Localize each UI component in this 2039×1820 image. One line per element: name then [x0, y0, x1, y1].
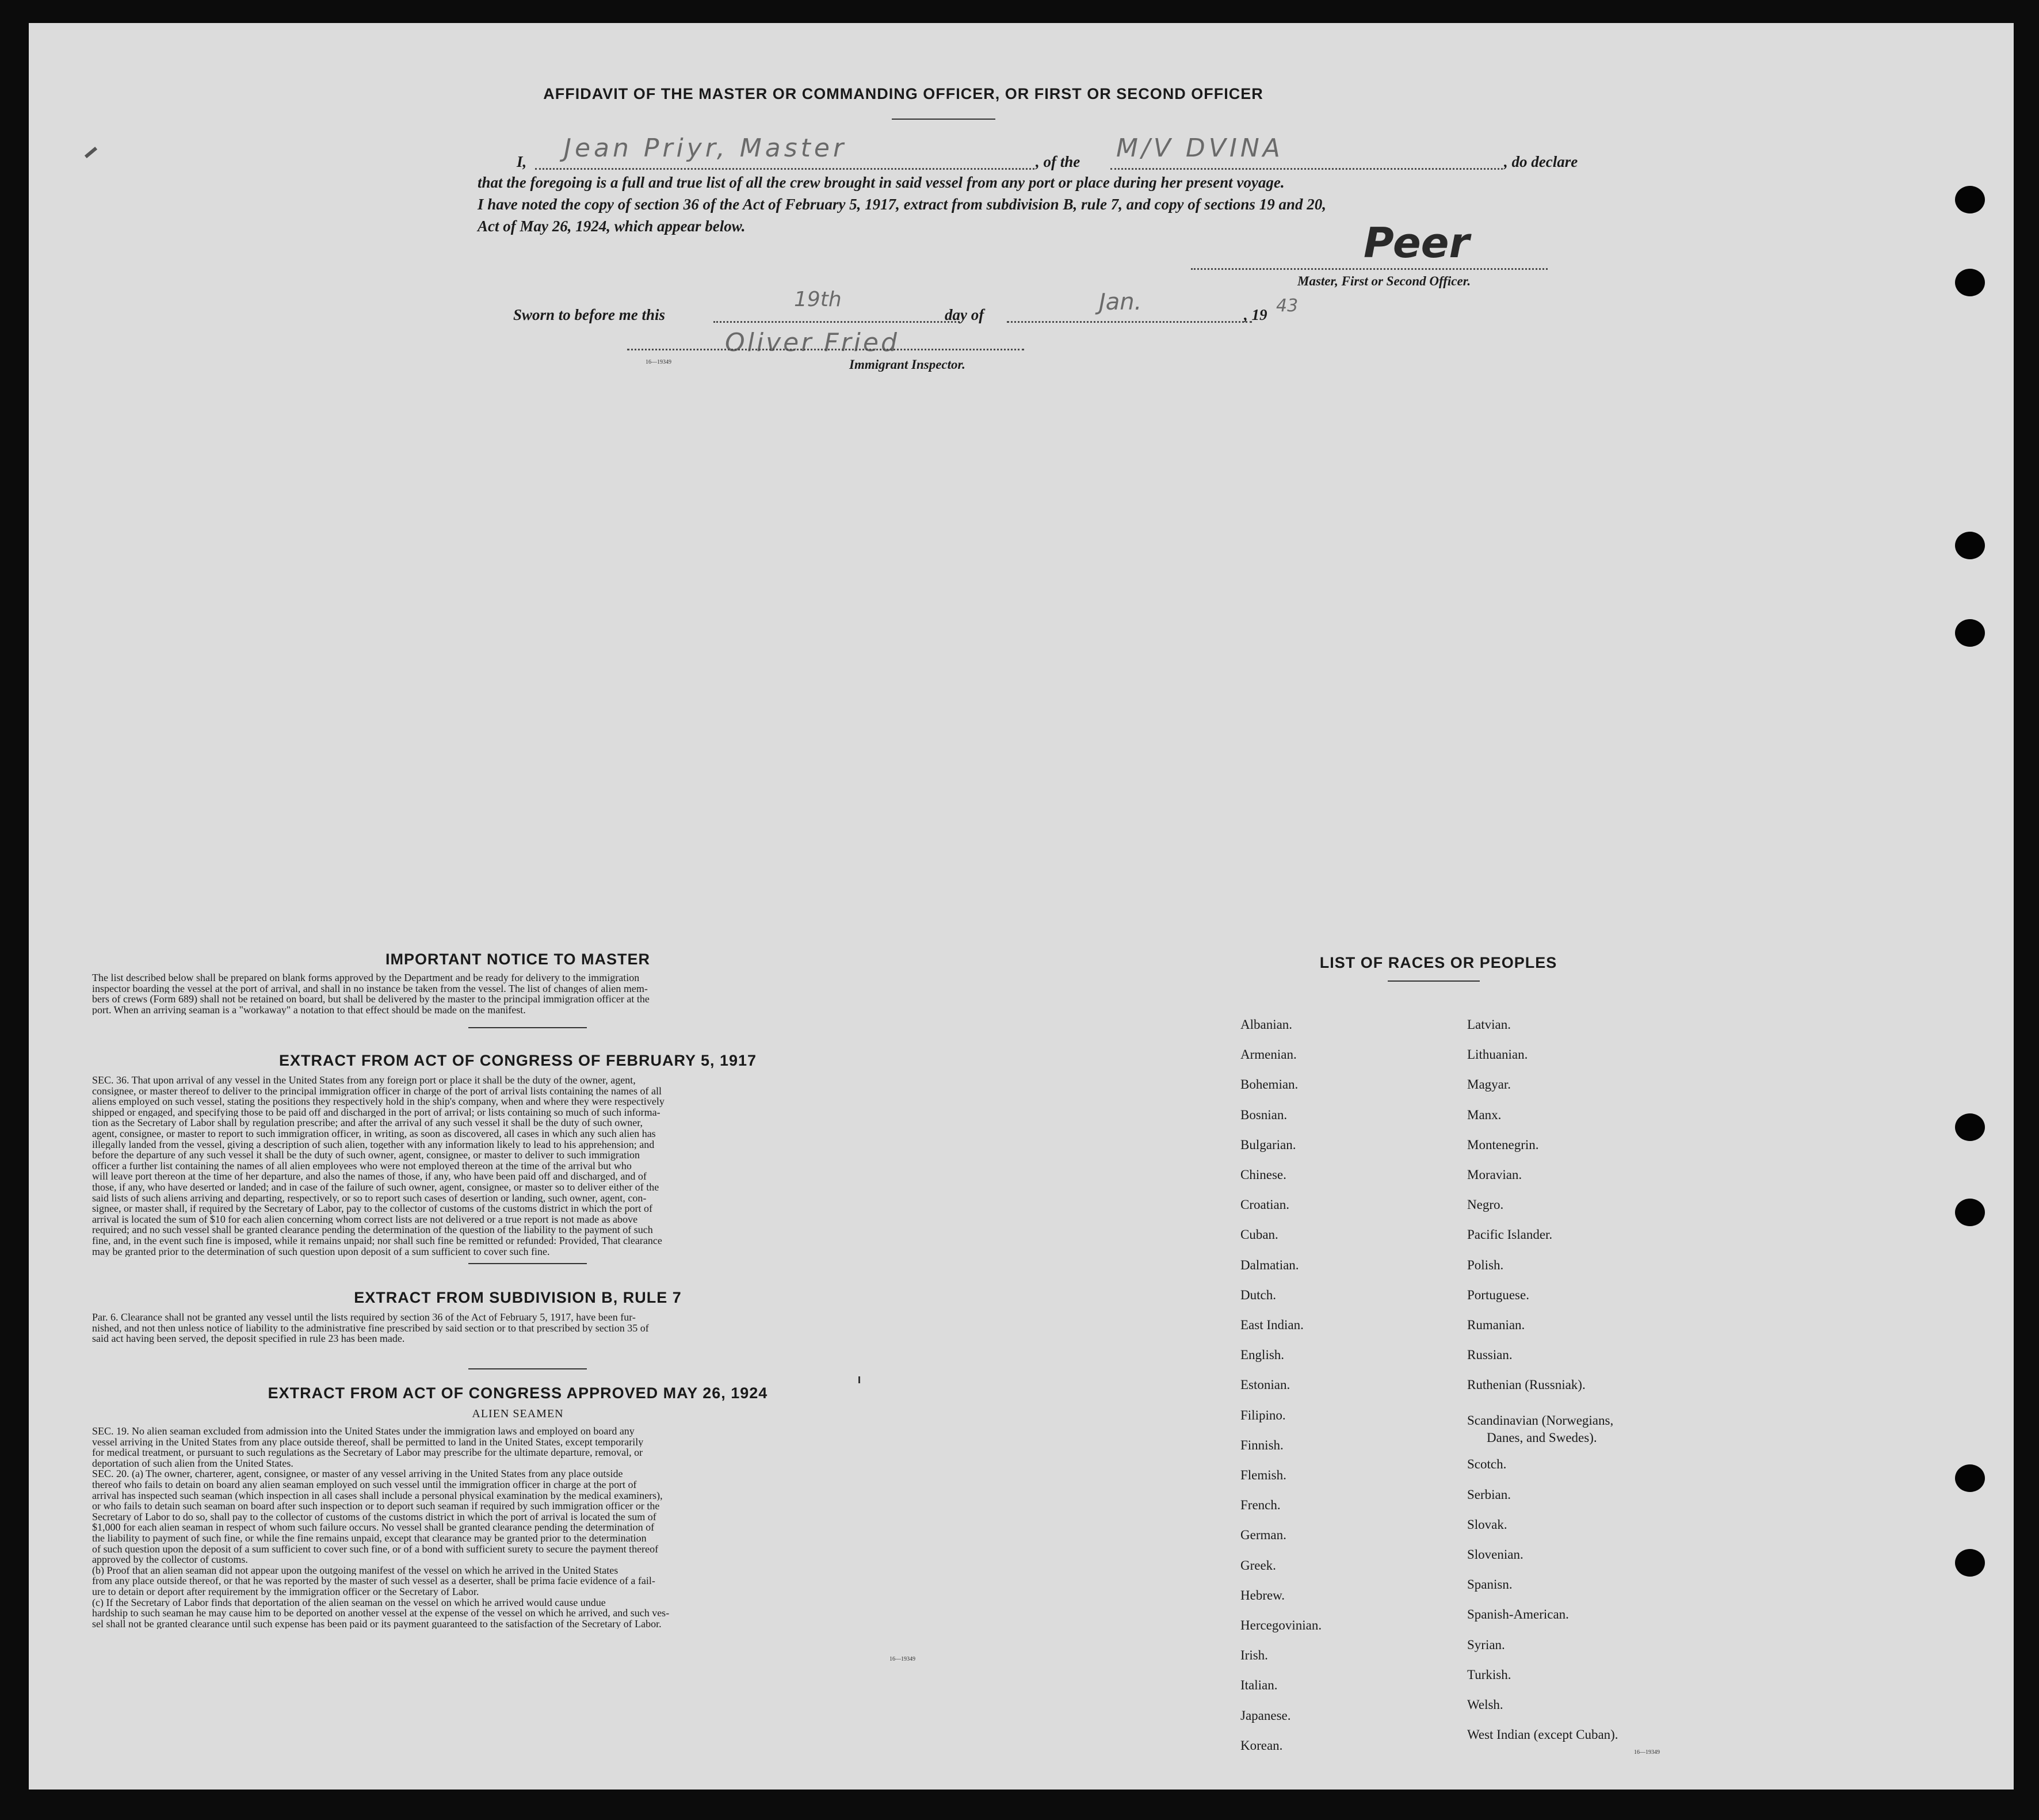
pen-mark	[85, 147, 97, 158]
sworn-prefix: Sworn to before me this	[513, 306, 666, 323]
sworn-month-handwritten: Jan.	[1099, 289, 1142, 315]
text-line: the liability to payment of such fine, or while the fine remains unpaid, except that clearance may be granted prior to the determination	[92, 1532, 647, 1544]
text-line: said act having been served, the deposit specified in rule 23 has been made.	[92, 1333, 405, 1344]
text-line: arrival has inspected such seaman (which inspection in all cases shall include a personal physical examination by the medical examiners),	[92, 1490, 663, 1501]
text-line: illegally landed from the vessel, giving a description of such alien, together with any information likely to lead to his apprehension; and	[92, 1139, 655, 1150]
race-entry: Hercegovinian.	[1240, 1618, 1322, 1632]
text-line: or who fails to detain such seaman on board after such inspection or to deport such seaman if required by such immigration officer or the	[92, 1501, 660, 1512]
text-line: deportation of such alien from the United States.	[92, 1457, 293, 1469]
text-line: ure to detain or deport after requirement by the immigration officer or the Secretary of Labor.	[92, 1586, 479, 1597]
race-entry: Bohemian.	[1240, 1077, 1299, 1092]
race-entry: Hebrew.	[1240, 1588, 1285, 1602]
race-entry: Scandinavian (Norwegians,	[1467, 1413, 1614, 1428]
extract-1924-lines	[92, 1426, 990, 1629]
race-entry: East Indian.	[1240, 1318, 1304, 1332]
race-entry: Slovenian.	[1467, 1547, 1523, 1562]
race-entry: Slovak.	[1467, 1517, 1507, 1532]
text-line: $1,000 for each alien seaman in respect of whom such failure occurs. No vessel shall be granted clearance pending the determination of	[92, 1522, 655, 1533]
text-line: those, if any, who have deserted or landed; and in case of the failure of such owner, agent, consignee, or master so to deliver either of the	[92, 1181, 659, 1193]
extract-1924-subtitle: ALIEN SEAMEN	[472, 1407, 564, 1420]
race-entry: Moravian.	[1467, 1167, 1522, 1182]
text-line: of such question upon the deposit of a sum sufficient to cover such fine, or of a bond with sufficient surety to secure the payment thereof	[92, 1543, 659, 1555]
signature-caption: Master, First or Second Officer.	[1297, 274, 1471, 288]
extract-1917-lines	[92, 1075, 990, 1257]
text-line: SEC. 19. No alien seaman excluded from admission into the United States under the immigration laws and employed on board any	[92, 1426, 635, 1437]
binder-hole	[1955, 186, 1985, 213]
race-entry: Pacific Islander.	[1467, 1227, 1553, 1242]
extract-1917-title: EXTRACT FROM ACT OF CONGRESS OF FEBRUARY 5, 1917	[278, 1052, 757, 1069]
sworn-day-line	[713, 321, 960, 323]
race-entry: Ruthenian (Russniak).	[1467, 1378, 1586, 1392]
declaration-suffix: , do declare	[1504, 153, 1578, 170]
form-number: 16—19349	[646, 359, 671, 365]
race-entry: Bulgarian.	[1240, 1137, 1296, 1152]
text-line: The list described below shall be prepared on blank forms approved by the Department and be ready for delivery to the immigration	[92, 972, 640, 983]
text-line: port. When an arriving seaman is a "workaway" a notation to that effect should be made on the manifest.	[92, 1004, 526, 1016]
stray-mark	[858, 1376, 860, 1383]
inspector-caption: Immigrant Inspector.	[849, 357, 965, 372]
race-entry: French.	[1240, 1498, 1281, 1513]
text-line: for medical treatment, or pursuant to such regulations as the Secretary of Labor may prescribe for the ultimate departure, removal, or	[92, 1447, 643, 1458]
race-entry: Magyar.	[1467, 1077, 1511, 1092]
notice-lines	[92, 972, 990, 1015]
race-entry: Montenegrin.	[1467, 1137, 1539, 1152]
race-entry: Armenian.	[1240, 1047, 1297, 1062]
text-line: SEC. 36. That upon arrival of any vessel in the United States from any foreign port or place it shall be the duty of the owner, agent,	[92, 1075, 636, 1086]
binder-hole	[1955, 532, 1985, 559]
text-line: tion as the Secretary of Labor shall by regulation prescribe; and after the arrival of any such vessel it shall be the duty of such owner,	[92, 1117, 643, 1128]
race-entry: Negro.	[1467, 1197, 1504, 1212]
races-title-rule	[1388, 980, 1480, 982]
race-entry: Serbian.	[1467, 1487, 1511, 1502]
binder-hole	[1955, 269, 1985, 296]
race-entry: Cuban.	[1240, 1227, 1278, 1242]
vessel-field-line	[1110, 168, 1503, 170]
race-entry: Turkish.	[1467, 1667, 1511, 1682]
text-line: aliens employed on such vessel, stating the positions they respectively hold in the ship's company, when and where they were respectively	[92, 1096, 665, 1107]
text-line: arrival is located the sum of $10 for each alien concerning whom correct lists are not delivered or a true report is not made as above	[92, 1214, 638, 1225]
race-entry: Italian.	[1240, 1678, 1278, 1693]
text-line: officer a further list containing the names of all alien employees who were not employed thereon at the time of the arrival but who	[92, 1160, 632, 1172]
race-entry: German.	[1240, 1528, 1286, 1543]
signature-line	[1191, 268, 1548, 270]
race-entry: Dalmatian.	[1240, 1257, 1299, 1272]
text-line: required; and no such vessel shall be granted clearance pending the determination of the question of the liability to the payment of such	[92, 1224, 653, 1235]
form-number: 16—19349	[889, 1656, 915, 1662]
declaration-mid: , of the	[1036, 153, 1080, 170]
races-title: LIST OF RACES OR PEOPLES	[1319, 954, 1557, 971]
section-rule	[468, 1368, 587, 1369]
inspector-signature: Oliver Fried	[725, 328, 899, 357]
race-entry: Syrian.	[1467, 1637, 1505, 1652]
text-line: consignee, or master thereof to deliver to the principal immigration officer in charge of the port of arrival lists containing the names of all	[92, 1085, 662, 1097]
race-entry: Finnish.	[1240, 1437, 1284, 1452]
declaration-line-4: Act of May 26, 1924, which appear below.	[478, 218, 746, 235]
declaration-line-3: I have noted the copy of section 36 of the Act of February 5, 1917, extract from subdivision B, rule 7, and copy of sections 19 and 20,	[478, 196, 1326, 213]
race-entry: Japanese.	[1240, 1708, 1291, 1723]
section-rule	[468, 1263, 587, 1264]
race-entry: Danes, and Swedes).	[1487, 1430, 1597, 1445]
race-entry: Irish.	[1240, 1648, 1268, 1663]
declaration-prefix: I,	[517, 153, 527, 170]
sworn-day-of: day of	[945, 306, 984, 323]
sworn-month-line	[1007, 321, 1252, 323]
race-entry: Rumanian.	[1467, 1318, 1525, 1332]
text-line: approved by the collector of customs.	[92, 1554, 248, 1565]
affidavit-title: AFFIDAVIT OF THE MASTER OR COMMANDING OFFICER, OR FIRST OR SECOND OFFICER	[543, 85, 1263, 102]
inspector-line	[627, 349, 1024, 350]
text-line: before the departure of any such vessel it shall be the duty of such owner, agent, consignee, or master to deliver to such immigration	[92, 1150, 640, 1161]
race-entry: English.	[1240, 1348, 1285, 1363]
race-entry: Welsh.	[1467, 1697, 1503, 1712]
race-entry: Russian.	[1467, 1348, 1513, 1363]
race-entry: Korean.	[1240, 1738, 1283, 1753]
text-line: nished, and not then unless notice of liability to the administrative fine prescribed by said section or to that prescribed by section 35 of	[92, 1322, 649, 1334]
binder-hole	[1955, 1113, 1985, 1141]
text-line: shipped or engaged, and specifying those to be paid off and discharged in the port of arrival; or lists containing so much of such informa-	[92, 1107, 660, 1118]
race-entry: West Indian (except Cuban).	[1467, 1727, 1618, 1742]
rule7-text	[92, 1312, 990, 1344]
binder-hole	[1955, 1199, 1985, 1226]
declaration-line-2: that the foregoing is a full and true list of all the crew brought in said vessel from any port or place during her present voyage.	[478, 174, 1285, 191]
race-entry: Manx.	[1467, 1107, 1502, 1122]
master-name-handwritten: Jean Priyr, Master	[564, 133, 847, 163]
sworn-year-prefix: , 19	[1244, 306, 1267, 323]
text-line: (c) If the Secretary of Labor finds that deportation of the alien seaman on the vessel on which he arrived would cause undue	[92, 1597, 606, 1608]
text-line: sel shall not be granted clearance until such expense has been paid or its payment guaranteed to the satisfaction of the Secretary of Labor.	[92, 1618, 662, 1630]
text-line: may be granted prior to the determination of such question upon deposit of a sum sufficient to cover such fine.	[92, 1246, 550, 1257]
race-entry: Estonian.	[1240, 1378, 1290, 1392]
section-rule	[468, 1027, 587, 1028]
race-entry: Flemish.	[1240, 1468, 1286, 1482]
extract-1917-text	[92, 1075, 990, 1257]
text-line: SEC. 20. (a) The owner, charterer, agent, consignee, or master of any vessel arriving in the United States from any place outside	[92, 1468, 623, 1479]
text-line: fine, and, in the event such fine is imposed, while it remains unpaid; nor shall such fine be remitted or refunded: Provided, That clearance	[92, 1235, 662, 1246]
rule7-title: EXTRACT FROM SUBDIVISION B, RULE 7	[354, 1289, 682, 1306]
race-entry: Chinese.	[1240, 1167, 1286, 1182]
text-line: from any place outside thereof, or that he was reported by the master of such vessel as a deserter, shall be prima facie evidence of a fail-	[92, 1575, 655, 1586]
notice-title: IMPORTANT NOTICE TO MASTER	[385, 951, 650, 968]
race-entry: Spanish-American.	[1467, 1607, 1569, 1622]
binder-hole	[1955, 619, 1985, 647]
binder-hole	[1955, 1464, 1985, 1492]
race-entry: Bosnian.	[1240, 1107, 1288, 1122]
notice-text	[92, 972, 990, 1015]
title-rule	[892, 119, 995, 120]
race-entry: Polish.	[1467, 1257, 1504, 1272]
text-line: (b) Proof that an alien seaman did not appear upon the outgoing manifest of the vessel on which he arrived in the United States	[92, 1565, 618, 1576]
race-entry: Dutch.	[1240, 1287, 1276, 1302]
form-number: 16—19349	[1634, 1749, 1660, 1756]
rule7-lines	[92, 1312, 990, 1344]
text-line: said lists of such aliens arriving and departing, respectively, or so to report such cases of desertion or landing, such owner, agent, con-	[92, 1192, 647, 1204]
vessel-name-handwritten: M/V DVINA	[1116, 133, 1284, 163]
race-entry: Latvian.	[1467, 1017, 1511, 1032]
sworn-year-handwritten: 43	[1276, 296, 1299, 316]
race-entry: Albanian.	[1240, 1017, 1293, 1032]
sworn-day-handwritten: 19th	[794, 288, 842, 311]
extract-1924-text	[92, 1426, 990, 1629]
binder-hole	[1955, 1549, 1985, 1577]
race-entry: Portuguese.	[1467, 1287, 1529, 1302]
text-line: hardship to such seaman he may cause him to be deported on another vessel at the expense of the vessel on which he arrived, and such ves-	[92, 1608, 670, 1619]
text-line: will leave port thereon at the time of her departure, and also the names of those, if any, who have been paid off and discharged, and of	[92, 1171, 647, 1182]
text-line: inspector boarding the vessel at the port of arrival, and shall in no instance be taken from the vessel. The list of changes of alien mem-	[92, 983, 648, 994]
extract-1924-title: EXTRACT FROM ACT OF CONGRESS APPROVED MAY 26, 1924	[268, 1384, 768, 1402]
text-line: thereof who fails to detain on board any alien seaman employed on such vessel until the immigration officer in charge at the port of	[92, 1479, 637, 1490]
race-entry: Filipino.	[1240, 1407, 1286, 1422]
document-page	[29, 23, 2014, 1790]
text-line: Secretary of Labor to do so, shall pay to the collector of customs of the customs district in which the port of arrival is located the sum of	[92, 1511, 656, 1523]
race-entry: Croatian.	[1240, 1197, 1289, 1212]
race-entry: Scotch.	[1467, 1457, 1507, 1472]
race-entry: Greek.	[1240, 1558, 1276, 1573]
text-line: agent, consignee, or master to report to such immigration officer, in writing, as soon as discovered, all cases in which any such alien has	[92, 1128, 656, 1139]
text-line: signee, or master shall, if required by the Secretary of Labor, pay to the collector of customs of the customs district in which the port of	[92, 1203, 653, 1214]
text-line: vessel arriving in the United States from any place outside thereof, shall be permitted to land in the United States, except temporarily	[92, 1436, 644, 1448]
officer-signature: Peer	[1364, 219, 1470, 267]
name-field-line	[535, 168, 1034, 170]
race-entry: Lithuanian.	[1467, 1047, 1528, 1062]
text-line: Par. 6. Clearance shall not be granted any vessel until the lists required by section 36 of the Act of February 5, 1917, have been fur-	[92, 1312, 636, 1323]
race-entry: Spanisn.	[1467, 1577, 1513, 1592]
text-line: bers of crews (Form 689) shall not be retained on board, but shall be delivered by the master to the principal immigration officer at the	[92, 994, 650, 1005]
